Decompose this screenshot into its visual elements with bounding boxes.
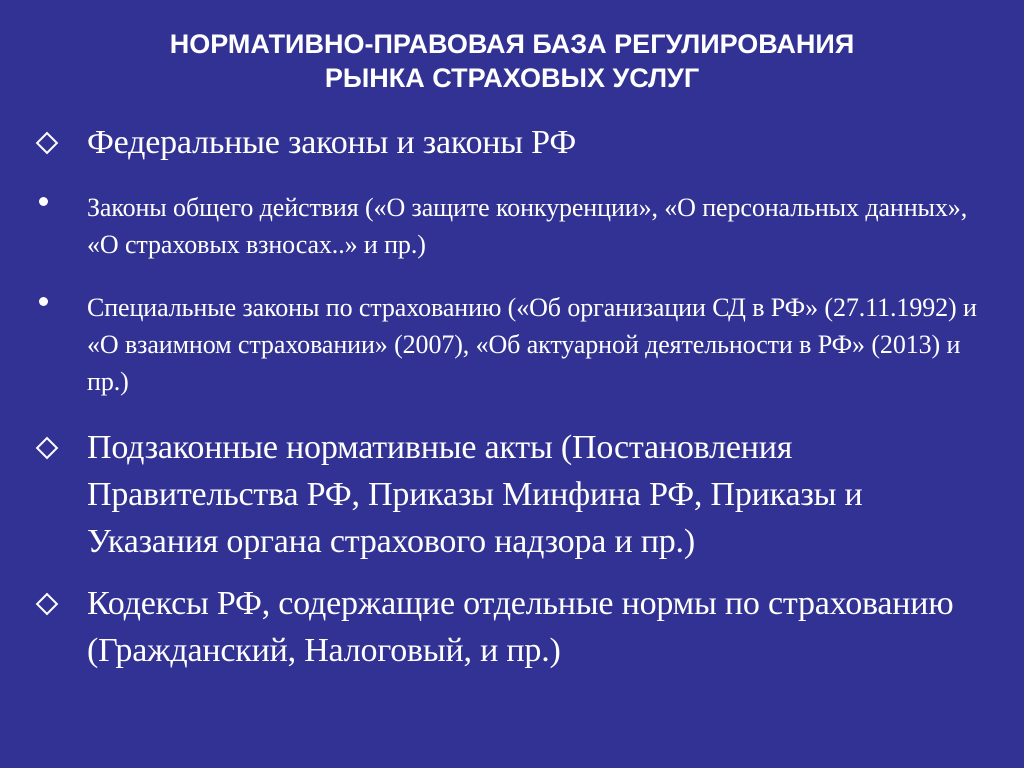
slide-title [60, 27, 964, 95]
diamond-icon [36, 132, 59, 155]
list-item-text: Специальные законы по страхованию («Об организации СД в РФ» (27.11.1992) и «О взаимном страховании» (2007), «Об актуарной деятельности в РФ» (2013) и пр.) [87, 293, 977, 396]
bullet-dot-icon [39, 297, 48, 306]
slide-title-line-2: РЫНКА СТРАХОВЫХ УСЛУГ [324, 63, 700, 93]
bullet-dot-icon [39, 197, 48, 206]
list-item-text: Подзаконные нормативные акты (Постановления Правительства РФ, Приказы Минфина РФ, Приказы и Указания органа страхового надзора и пр.) [87, 429, 863, 560]
list-item-text: Законы общего действия («О защите конкуренции», «О персональных данных», «О страховых взносах..» и пр.) [87, 193, 968, 259]
list-item-text: Федеральные законы и законы РФ [87, 124, 576, 161]
list-item-text: Кодексы РФ, содержащие отдельные нормы по страхованию (Гражданский, Налоговый, и пр.) [87, 585, 954, 669]
diamond-icon [36, 437, 59, 460]
slide-title-line-1: НОРМАТИВНО-ПРАВОВАЯ БАЗА РЕГУЛИРОВАНИЯ [169, 29, 855, 59]
diamond-icon [36, 593, 59, 616]
